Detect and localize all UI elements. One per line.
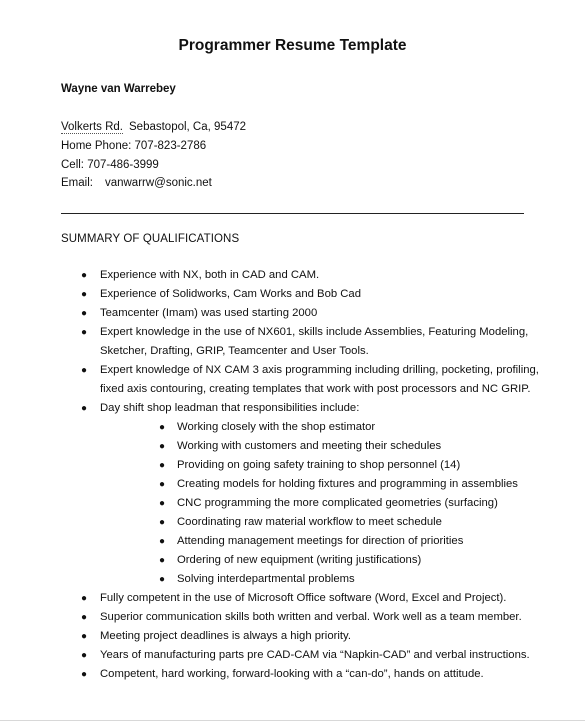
list-item [0, 361, 585, 399]
sub-list-item-text: Working with customers and meeting their schedules [177, 440, 442, 452]
home-phone: Home Phone: 707-823-2786 [61, 139, 207, 152]
bullet-icon: ● [81, 403, 88, 414]
sub-list-item [0, 570, 585, 589]
list-item-text: Day shift shop leadman that responsibilities include: [100, 402, 360, 414]
sub-list-item-text: Ordering of new equipment (writing justifications) [177, 554, 422, 566]
bullet-icon: ● [81, 631, 88, 642]
list-item [0, 608, 585, 627]
sub-list-item [0, 437, 585, 456]
page-title: Programmer Resume Template [178, 37, 407, 54]
list-item [0, 627, 585, 646]
sub-list-item-text: Working closely with the shop estimator [177, 421, 376, 433]
section-heading-summary: SUMMARY OF QUALIFICATIONS [61, 233, 240, 245]
sub-bullet-icon: ● [159, 479, 166, 490]
list-item [0, 304, 585, 323]
qualifications-list [0, 266, 585, 684]
city-state-zip: Sebastopol, Ca, 95472 [129, 121, 247, 133]
sub-bullet-icon: ● [159, 441, 166, 452]
list-item-text: Expert knowledge in the use of NX601, skills include Assemblies, Featuring Modeling, [100, 326, 529, 338]
list-item-text: Meeting project deadlines is always a high priority. [100, 630, 351, 642]
sub-bullet-icon: ● [159, 498, 166, 509]
sub-list-item [0, 532, 585, 551]
cell-phone: Cell: 707-486-3999 [61, 158, 159, 171]
email-label: Email: [61, 177, 93, 190]
list-item-text: Teamcenter (Imam) was used starting 2000 [100, 307, 318, 319]
sub-list-item [0, 551, 585, 570]
sub-list-item [0, 475, 585, 494]
bullet-icon: ● [81, 327, 88, 338]
list-item-text: Competent, hard working, forward-looking with a “can-do”, hands on attitude. [100, 668, 484, 680]
bullet-icon: ● [81, 308, 88, 319]
list-item-text: Fully competent in the use of Microsoft Office software (Word, Excel and Project). [100, 592, 507, 604]
list-item [0, 589, 585, 608]
sub-list-item-text: Attending management meetings for direction of priorities [177, 535, 464, 547]
sub-list-item [0, 494, 585, 513]
contact-block [61, 118, 246, 193]
sub-list-item-text: Coordinating raw material workflow to meet schedule [177, 516, 442, 528]
sub-bullet-icon: ● [159, 422, 166, 433]
email-line [61, 174, 246, 193]
list-item [0, 646, 585, 665]
list-item [0, 399, 585, 418]
sub-bullet-icon: ● [159, 536, 166, 547]
list-item-text: fixed axis contouring, creating templates that work with post processors and NC GRIP. [100, 383, 531, 395]
bullet-icon: ● [81, 593, 88, 604]
sub-list-item [0, 456, 585, 475]
list-item-text: Experience of Solidworks, Cam Works and Bob Cad [100, 288, 361, 300]
list-item [0, 665, 585, 684]
sub-bullet-icon: ● [159, 517, 166, 528]
bullet-icon: ● [81, 669, 88, 680]
list-item-text: Years of manufacturing parts pre CAD-CAM via “Napkin-CAD” and verbal instructions. [100, 649, 530, 661]
list-item [0, 266, 585, 285]
sub-list-item [0, 513, 585, 532]
candidate-name: Wayne van Warrebey [61, 83, 176, 95]
bullet-icon: ● [81, 289, 88, 300]
address-line [61, 118, 246, 137]
list-item-text: Sketcher, Drafting, GRIP, Teamcenter and User Tools. [100, 345, 369, 357]
sub-bullet-icon: ● [159, 555, 166, 566]
list-item-text: Superior communication skills both written and verbal. Work well as a team member. [100, 611, 522, 623]
list-item-text: Experience with NX, both in CAD and CAM. [100, 269, 320, 281]
sub-list-item-text: Solving interdepartmental problems [177, 573, 355, 585]
sub-list-item-text: Creating models for holding fixtures and programming in assemblies [177, 478, 518, 490]
list-item [0, 285, 585, 304]
sub-bullet-icon: ● [159, 460, 166, 471]
sub-bullet-icon: ● [159, 574, 166, 585]
bullet-icon: ● [81, 650, 88, 661]
list-item [0, 323, 585, 361]
sub-list-item-text: CNC programming the more complicated geometries (surfacing) [177, 497, 498, 509]
bullet-icon: ● [81, 270, 88, 281]
bullet-icon: ● [81, 612, 88, 623]
horizontal-divider [61, 213, 524, 214]
sub-list-item [0, 418, 585, 437]
street-address: Volkerts Rd. [61, 121, 123, 133]
list-item-text: Expert knowledge of NX CAM 3 axis programming including drilling, pocketing, profiling, [100, 364, 539, 376]
email-address: vanwarrw@sonic.net [104, 177, 212, 190]
sub-list-item-text: Providing on going safety training to shop personnel (14) [177, 459, 461, 471]
bullet-icon: ● [81, 365, 88, 376]
